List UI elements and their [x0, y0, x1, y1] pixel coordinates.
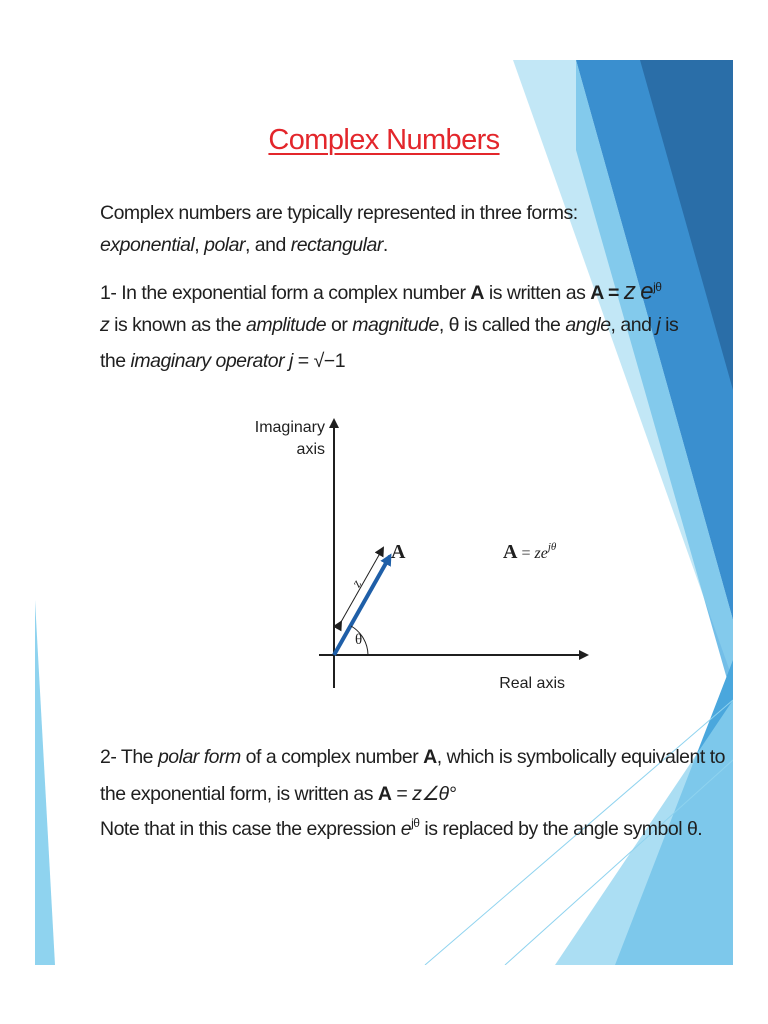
- polar-line-3: Note that in this case the expression $e^{j\theta}$ is replaced by the angle symbol θ.: [100, 816, 703, 840]
- magnitude-label: z: [349, 577, 366, 590]
- angle-label: θ: [355, 632, 363, 648]
- polar-line-2: the exponential form, is written as A = z∠θ°: [100, 783, 456, 805]
- exponential-line-1: 1- In the exponential form a complex number A is written as A = z $e^{j\theta}$: [100, 278, 662, 305]
- imaginary-axis-label-1: Imaginary: [254, 419, 325, 436]
- complex-plane-diagram: [235, 406, 615, 696]
- slide: [35, 60, 733, 965]
- exponential-line-3: the imaginary operator j = √−1: [100, 350, 346, 372]
- real-axis-label: Real axis: [499, 675, 565, 692]
- diagram-equation: $A = ze^{j\theta}$: [503, 541, 557, 563]
- deco-left-triangle: [35, 600, 55, 965]
- slide-title: Complex Numbers: [268, 124, 500, 156]
- intro-line-2: exponential, polar, and rectangular.: [100, 234, 388, 256]
- intro-line-1: Complex numbers are typically represented in three forms:: [100, 202, 578, 224]
- vector-label: A: [391, 541, 406, 563]
- imaginary-axis-label-2: axis: [296, 441, 325, 458]
- exponential-line-2: z is known as the amplitude or magnitude, θ is called the angle, and j is: [100, 314, 679, 336]
- polar-line-1: 2- The polar form of a complex number A, which is symbolically equivalent to: [100, 746, 725, 768]
